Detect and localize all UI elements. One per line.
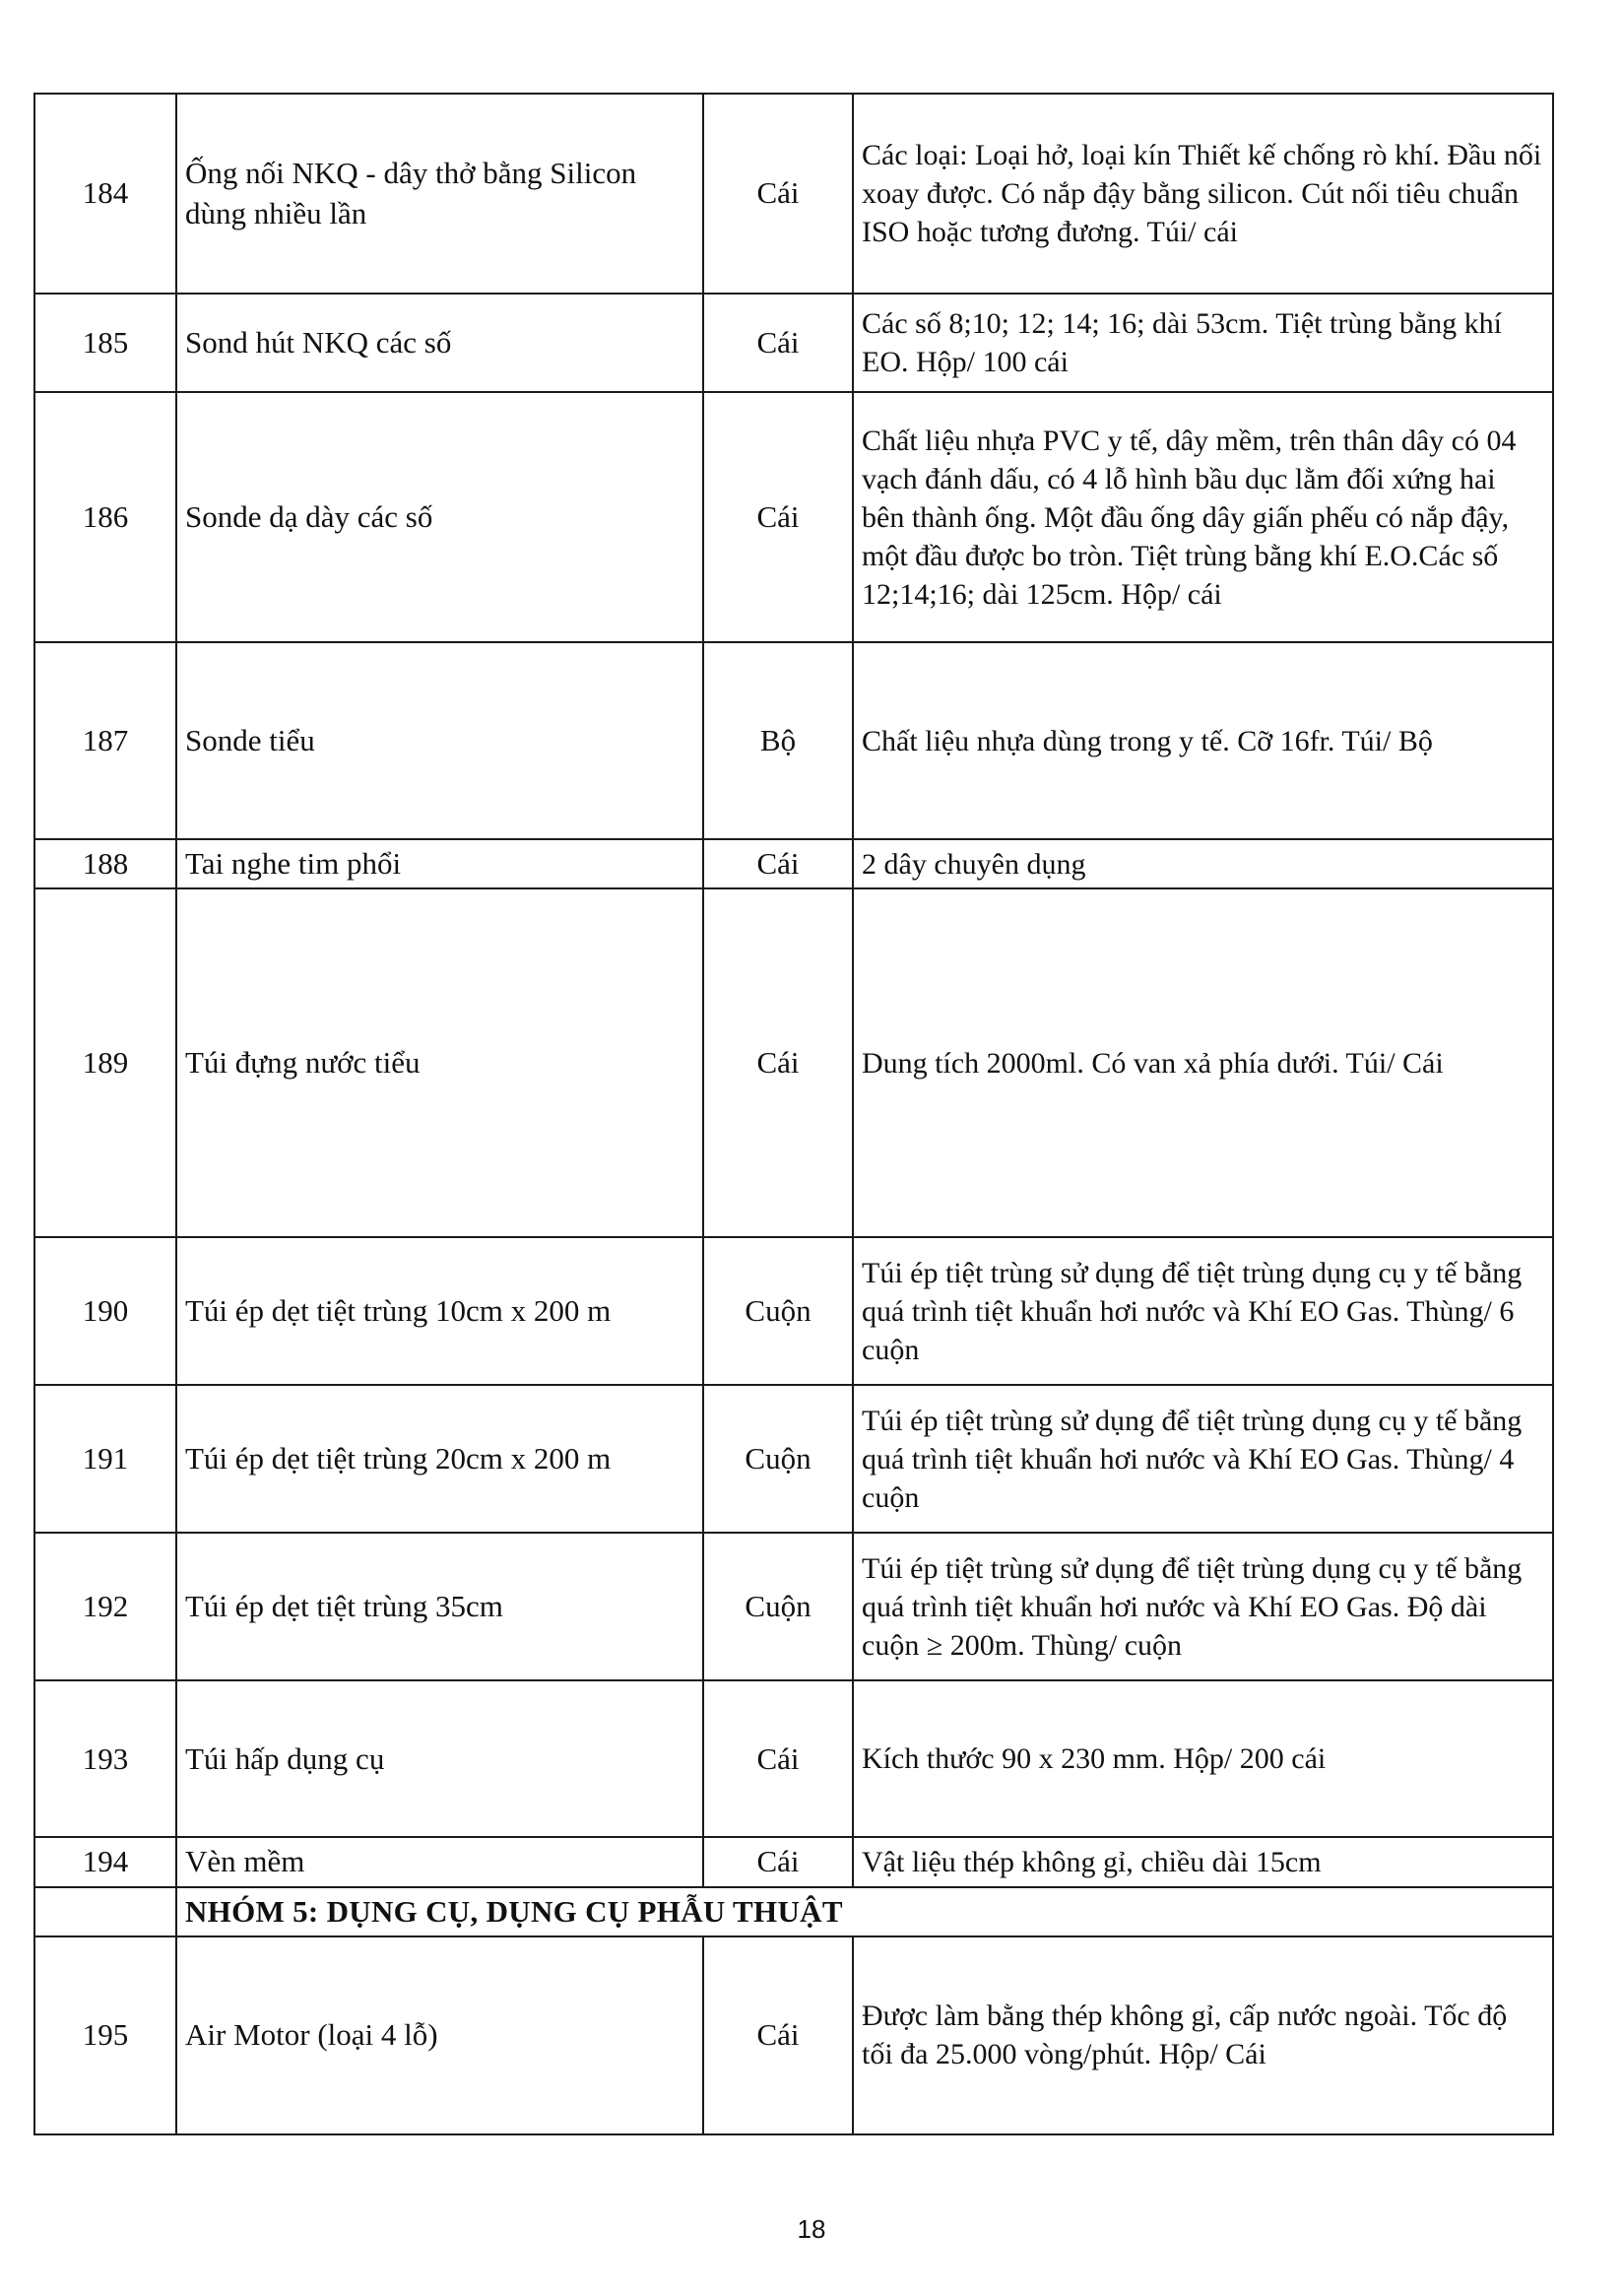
item-name: Túi đựng nước tiểu bbox=[176, 888, 703, 1237]
item-unit: Bộ bbox=[703, 642, 853, 839]
item-description: Chất liệu nhựa dùng trong y tế. Cỡ 16fr. Túi/ Bộ bbox=[853, 642, 1553, 839]
item-description: Túi ép tiệt trùng sử dụng để tiệt trùng dụng cụ y tế bằng quá trình tiệt khuẩn hơi nước và Khí EO Gas. Độ dài cuộn ≥ 200m. Thùng/ cuộn bbox=[853, 1533, 1553, 1680]
item-unit: Cái bbox=[703, 1936, 853, 2134]
item-name: Túi hấp dụng cụ bbox=[176, 1680, 703, 1837]
item-description: Các số 8;10; 12; 14; 16; dài 53cm. Tiệt trùng bằng khí EO. Hộp/ 100 cái bbox=[853, 294, 1553, 392]
item-description: Túi ép tiệt trùng sử dụng để tiệt trùng dụng cụ y tế bằng quá trình tiệt khuẩn hơi nước và Khí EO Gas. Thùng/ 4 cuộn bbox=[853, 1385, 1553, 1533]
item-name: Sonde tiểu bbox=[176, 642, 703, 839]
table-row bbox=[34, 642, 1553, 839]
item-description: Được làm bằng thép không gỉ, cấp nước ngoài. Tốc độ tối đa 25.000 vòng/phút. Hộp/ Cái bbox=[853, 1936, 1553, 2134]
table-row bbox=[34, 888, 1553, 1237]
item-name: Ống nối NKQ - dây thở bằng Silicon dùng nhiều lần bbox=[176, 94, 703, 294]
row-number: 190 bbox=[34, 1237, 176, 1385]
item-unit: Cái bbox=[703, 888, 853, 1237]
item-description: Túi ép tiệt trùng sử dụng để tiệt trùng dụng cụ y tế bằng quá trình tiệt khuẩn hơi nước và Khí EO Gas. Thùng/ 6 cuộn bbox=[853, 1237, 1553, 1385]
row-number: 192 bbox=[34, 1533, 176, 1680]
table-row bbox=[34, 294, 1553, 392]
item-description: 2 dây chuyên dụng bbox=[853, 839, 1553, 888]
item-unit: Cái bbox=[703, 839, 853, 888]
item-name: Túi ép dẹt tiệt trùng 20cm x 200 m bbox=[176, 1385, 703, 1533]
item-description: Kích thước 90 x 230 mm. Hộp/ 200 cái bbox=[853, 1680, 1553, 1837]
item-description: Vật liệu thép không gỉ, chiều dài 15cm bbox=[853, 1837, 1553, 1886]
row-number: 193 bbox=[34, 1680, 176, 1837]
row-number: 195 bbox=[34, 1936, 176, 2134]
item-name: Vèn mềm bbox=[176, 1837, 703, 1886]
table-row bbox=[34, 1237, 1553, 1385]
item-unit: Cái bbox=[703, 94, 853, 294]
item-description: Dung tích 2000ml. Có van xả phía dưới. Túi/ Cái bbox=[853, 888, 1553, 1237]
item-unit: Cái bbox=[703, 392, 853, 642]
table-row bbox=[34, 839, 1553, 888]
item-name: Túi ép dẹt tiệt trùng 35cm bbox=[176, 1533, 703, 1680]
item-unit: Cuộn bbox=[703, 1237, 853, 1385]
item-name: Sond hút NKQ các số bbox=[176, 294, 703, 392]
row-number: 191 bbox=[34, 1385, 176, 1533]
row-number: 187 bbox=[34, 642, 176, 839]
item-description: Chất liệu nhựa PVC y tế, dây mềm, trên thân dây có 04 vạch đánh dấu, có 4 lỗ hình bầu dục lằm đối xứng hai bên thành ống. Một đầu ống dây giấn phếu có nắp đậy, một đầu được bo tròn. Tiệt trùng bằng khí E.O.Các số 12;14;16; dài 125cm. Hộp/ cái bbox=[853, 392, 1553, 642]
item-unit: Cái bbox=[703, 294, 853, 392]
group-header-row bbox=[34, 1887, 1553, 1936]
table-row bbox=[34, 1385, 1553, 1533]
table-row bbox=[34, 392, 1553, 642]
row-number: 188 bbox=[34, 839, 176, 888]
item-name: Sonde dạ dày các số bbox=[176, 392, 703, 642]
row-number: 185 bbox=[34, 294, 176, 392]
item-unit: Cuộn bbox=[703, 1533, 853, 1680]
table-row bbox=[34, 94, 1553, 294]
row-number: 186 bbox=[34, 392, 176, 642]
item-name: Túi ép dẹt tiệt trùng 10cm x 200 m bbox=[176, 1237, 703, 1385]
page-number: 18 bbox=[797, 2214, 826, 2244]
equipment-table bbox=[33, 93, 1554, 2135]
item-name: Tai nghe tim phổi bbox=[176, 839, 703, 888]
item-name: Air Motor (loại 4 lỗ) bbox=[176, 1936, 703, 2134]
row-number: 194 bbox=[34, 1837, 176, 1886]
row-number: 184 bbox=[34, 94, 176, 294]
item-description: Các loại: Loại hở, loại kín Thiết kế chống rò khí. Đầu nối xoay được. Có nắp đậy bằng silicon. Cút nối tiêu chuẩn ISO hoặc tương đương. Túi/ cái bbox=[853, 94, 1553, 294]
row-number: 189 bbox=[34, 888, 176, 1237]
table-row bbox=[34, 1837, 1553, 1886]
item-unit: Cuộn bbox=[703, 1385, 853, 1533]
table-row bbox=[34, 1533, 1553, 1680]
item-unit: Cái bbox=[703, 1837, 853, 1886]
table-row bbox=[34, 1936, 1553, 2134]
item-unit: Cái bbox=[703, 1680, 853, 1837]
group-title: NHÓM 5: DỤNG CỤ, DỤNG CỤ PHẪU THUẬT bbox=[176, 1887, 1553, 1936]
table-row bbox=[34, 1680, 1553, 1837]
group-number-empty bbox=[34, 1887, 176, 1936]
